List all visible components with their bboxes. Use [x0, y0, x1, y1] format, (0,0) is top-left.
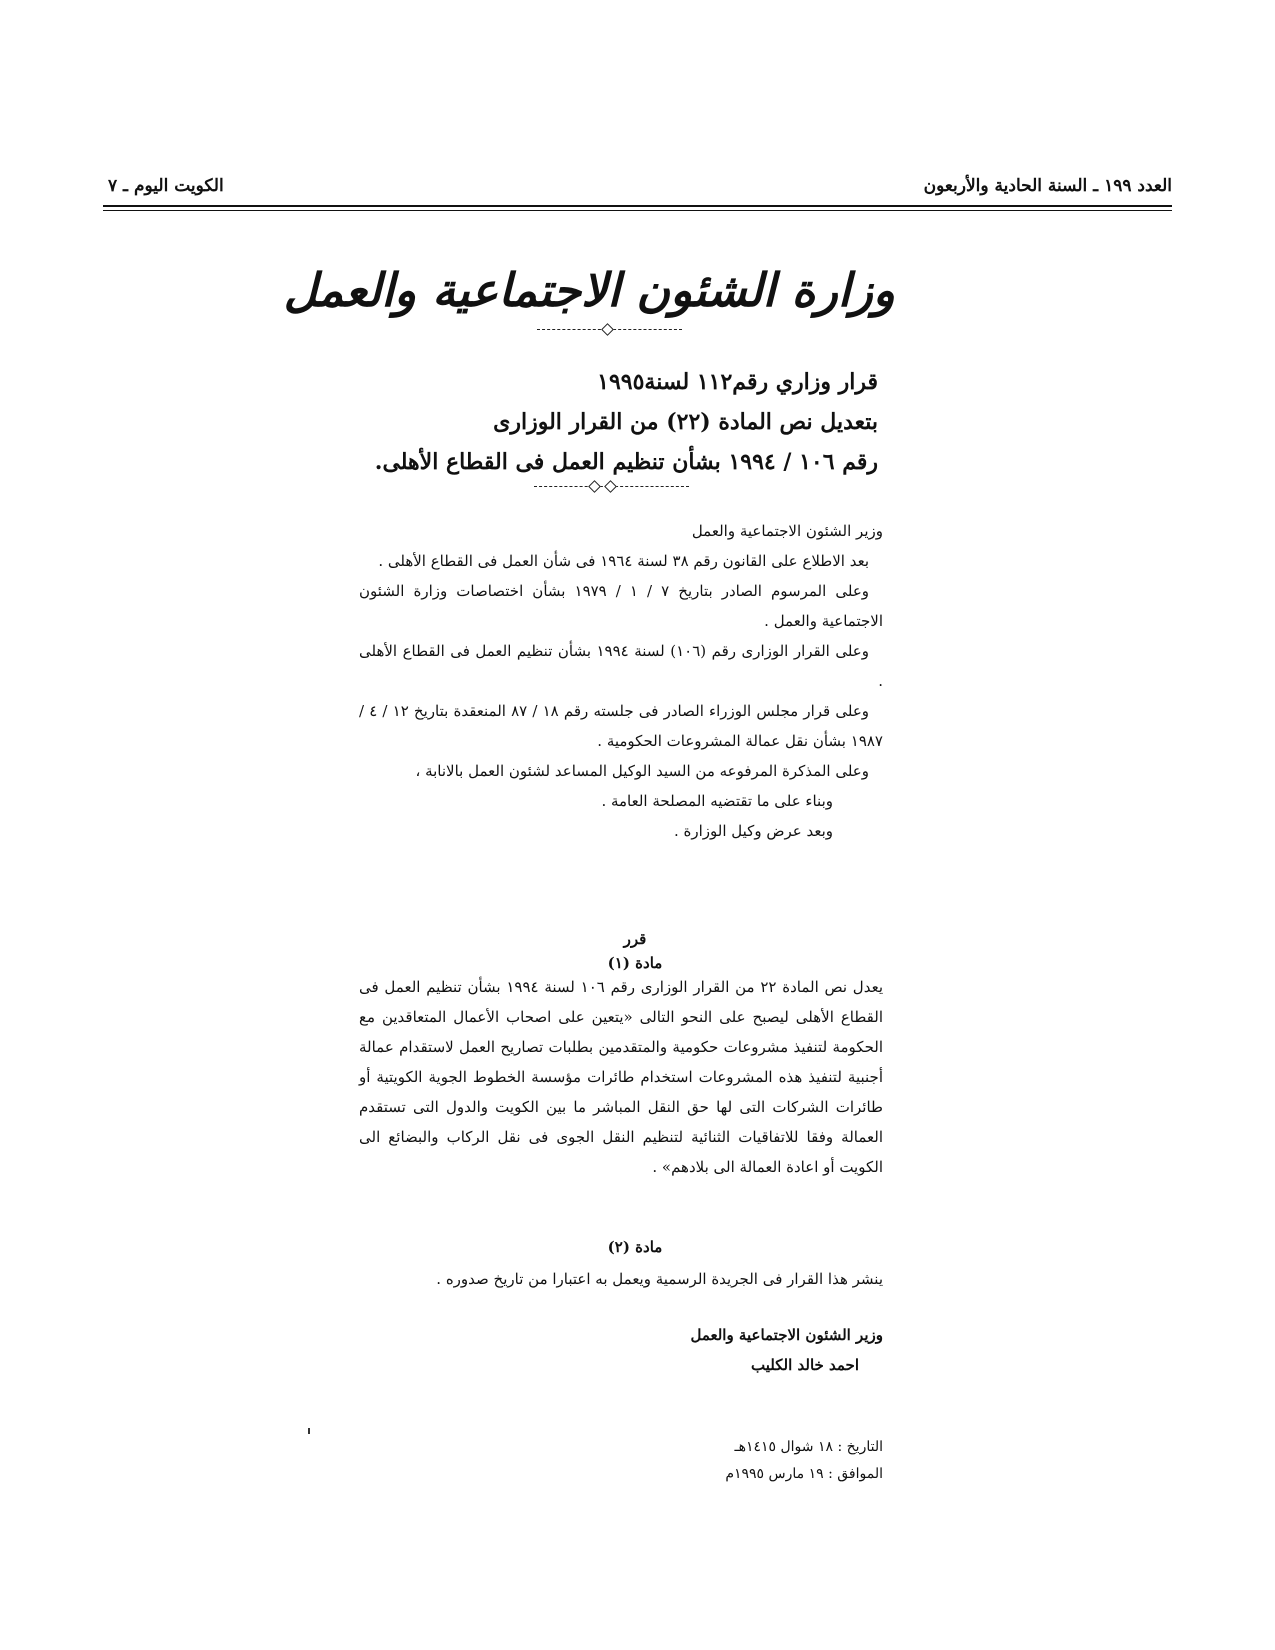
article-2-heading: مادة (٢) [607, 1238, 663, 1256]
page-header-left: الكويت اليوم ـ ٧ [108, 176, 224, 196]
scan-mark [308, 1428, 310, 1434]
ornament-divider [537, 325, 682, 335]
article-1-heading: مادة (١) [607, 954, 663, 972]
article-1-text: يعدل نص المادة ٢٢ من القرار الوزارى رقم ١٠٦ لسنة ١٩٩٤ بشأن تنظيم العمل فى القطاع الأهلى ليصبح على النحو التالى «يتعين على اصحاب الأعمال المتعاقدين مع الحكومة لتنفيذ مشروعات حكومية والمتقدمين بطلبات تصاريح العمل لاستقدام عمالة أجنبية لتنفيذ هذه المشروعات استخدام طائرات مؤسسة الخطوط الجوية الكويتية أو طائرات الشركات التى لها حق النقل المباشر ما بين الكويت والدول التى تستقدم العمالة وفقا للاتفاقيات الثنائية لتنظيم النقل الجوى فى نقل الركاب والبضائع الى الكويت أو اعادة العمالة الى بلادهم» . [359, 978, 883, 1176]
decree-title-line-1: قرار وزاري رقم١١٢ لسنة١٩٩٥ [597, 369, 878, 395]
header-rule-thin [103, 210, 1172, 211]
date-hijri: التاريخ : ١٨ شوال ١٤١٥هـ [734, 1439, 883, 1455]
decree-title [320, 362, 880, 482]
decided-heading: قرر [623, 930, 647, 948]
decree-title-line-3: رقم ١٠٦ / ١٩٩٤ بشأن تنظيم العمل فى القطاع الأهلى. [374, 449, 878, 475]
preamble [359, 516, 883, 846]
preamble-clause: وعلى المذكرة المرفوعه من السيد الوكيل المساعد لشئون العمل بالانابة ، [415, 762, 869, 780]
date-block [359, 1434, 883, 1488]
preamble-minister: وزير الشئون الاجتماعية والعمل [691, 522, 883, 540]
signature-block [359, 1320, 883, 1380]
signature-name: احمد خالد الكليب [751, 1356, 859, 1374]
preamble-clause: وبعد عرض وكيل الوزارة . [673, 822, 833, 840]
header-rule [103, 205, 1172, 207]
date-gregorian: الموافق : ١٩ مارس ١٩٩٥م [725, 1466, 883, 1482]
signature-title: وزير الشئون الاجتماعية والعمل [690, 1326, 883, 1344]
preamble-clause: وعلى القرار الوزارى رقم (١٠٦) لسنة ١٩٩٤ بشأن تنظيم العمل فى القطاع الأهلى . [359, 642, 883, 690]
ornament-divider-2 [534, 482, 689, 492]
ministry-masthead: وزارة الشئون الاجتماعية والعمل [283, 263, 895, 317]
preamble-clause: وعلى قرار مجلس الوزراء الصادر فى جلسته رقم ١٨ / ٨٧ المنعقدة بتاريخ ١٢ / ٤ / ١٩٨٧ بشأن نقل عمالة المشروعات الحكومية . [359, 702, 883, 750]
preamble-clause: وبناء على ما تقتضيه المصلحة العامة . [601, 792, 833, 810]
preamble-clause: وعلى المرسوم الصادر بتاريخ ٧ / ١ / ١٩٧٩ بشأن اختصاصات وزارة الشئون الاجتماعية والعمل . [359, 582, 883, 630]
article-2-text: ينشر هذا القرار فى الجريدة الرسمية ويعمل به اعتبارا من تاريخ صدوره . [436, 1270, 883, 1288]
decree-title-line-2: بتعديل نص المادة (٢٢) من القرار الوزارى [493, 409, 878, 435]
preamble-clause: بعد الاطلاع على القانون رقم ٣٨ لسنة ١٩٦٤ فى شأن العمل فى القطاع الأهلى . [378, 552, 869, 570]
page-header-right: العدد ١٩٩ ـ السنة الحادية والأربعون [923, 176, 1172, 196]
